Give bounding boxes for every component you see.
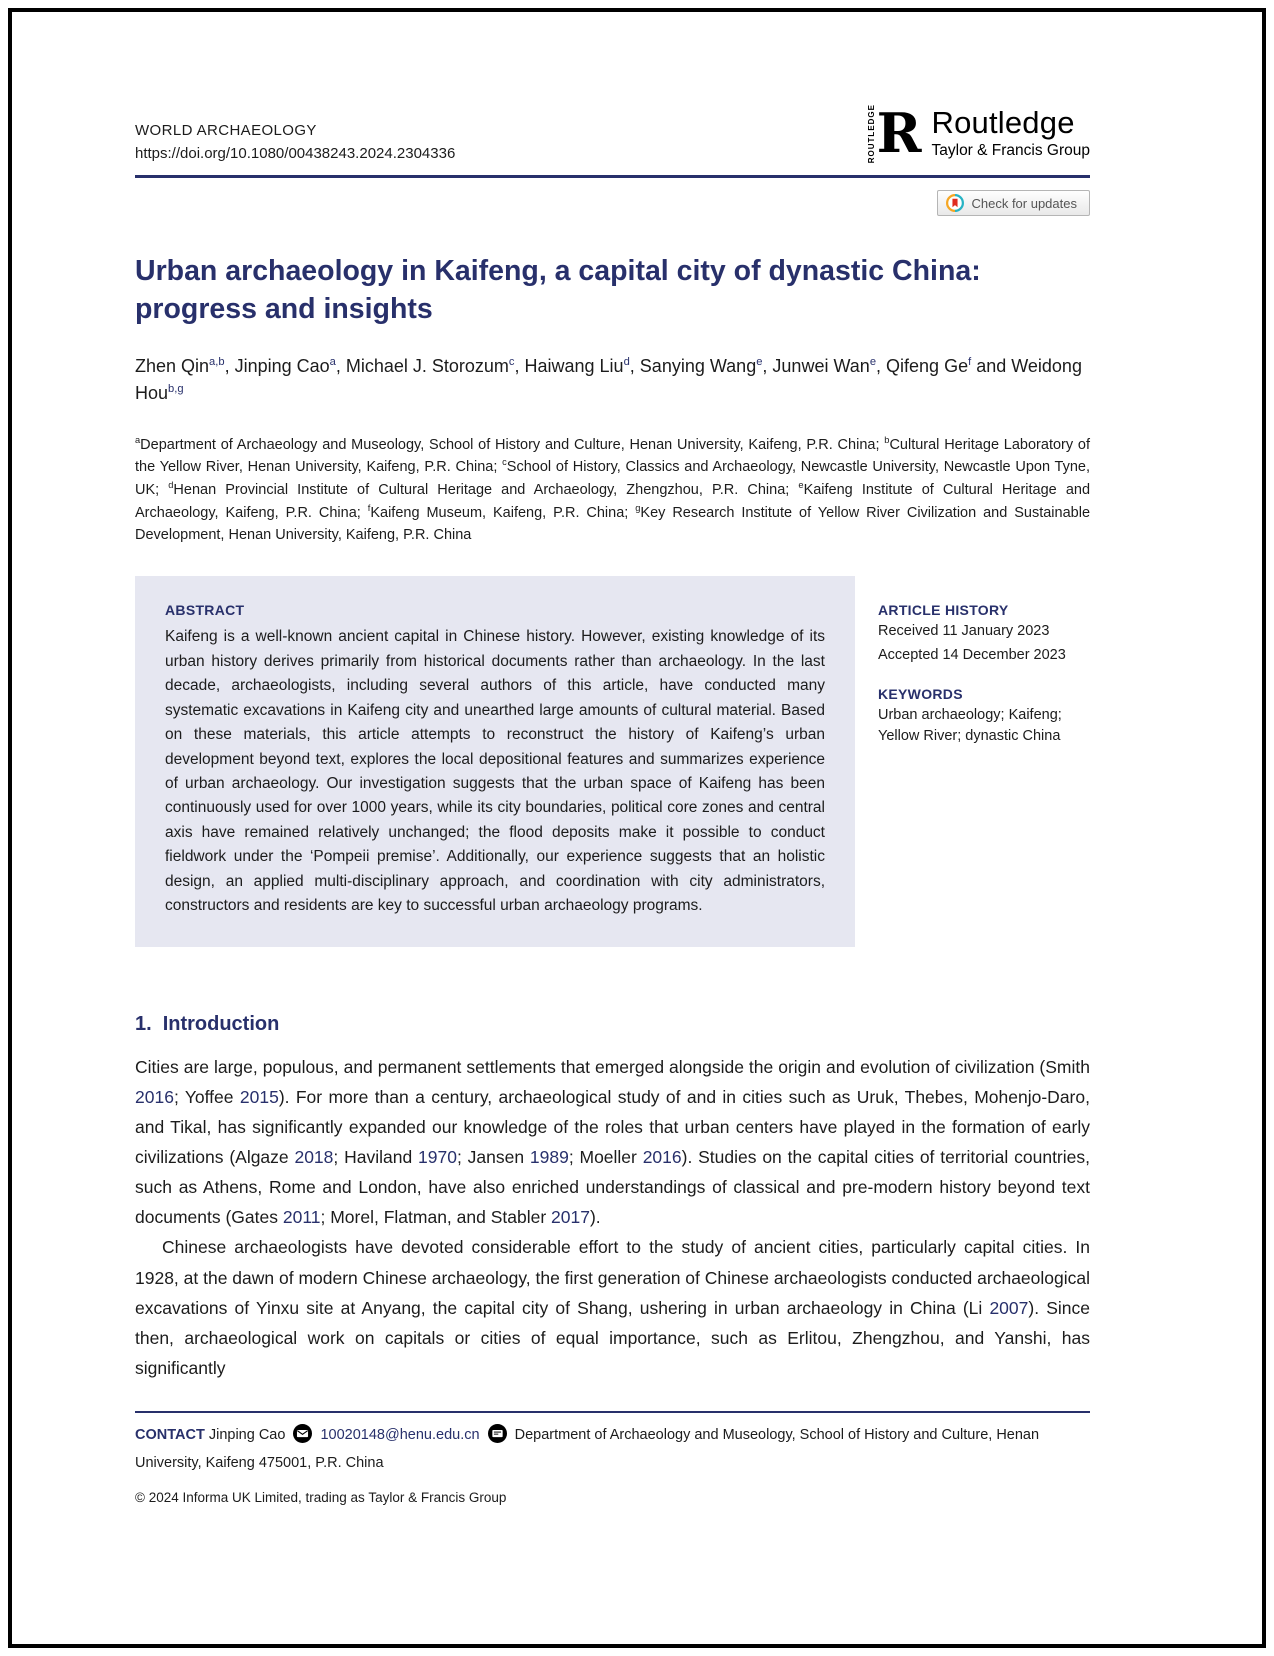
routledge-logo-icon [866,100,922,165]
check-for-updates-button[interactable] [937,190,1090,216]
citation-link[interactable]: 2017 [551,1207,590,1228]
superscript-note: f [968,355,972,368]
superscript-note: g [635,503,641,514]
address-card-icon [488,1424,507,1451]
contact-email-link[interactable]: 10020148@henu.edu.cn [320,1427,480,1444]
affiliations: $^a$Department of Archaeology and Museology, School of History and Culture, Henan University, Kaifeng, P.R. China; $^b$Cultural Heritage Laboratory of the Yellow River, Henan University, Kaifeng, P.R. China; $^c$School of History, Classics and Archaeology, Newcastle University, Newcastle Upon Tyne, UK; $^d$Henan Provincial Institute of Cultural Heritage and Archaeology, Zhengzhou, P.R. China; $^e$Kaifeng Institute of Cultural Heritage and Archaeology, Kaifeng, P.R. China; $^f$Kaifeng Museum, Kaifeng, P.R. China; $^g$Key Research Institute of Yellow River Civilization and Sustainable Development, Henan University, Kaifeng, P.R. China [135,434,1091,544]
doi-link[interactable]: https://doi.org/10.1080/00438243.2024.2304336 [135,145,456,163]
intro-paragraph-2: Chinese archaeologists have devoted considerable effort to the study of ancient cities, particularly capital cities. In 1928, at the dawn of modern Chinese archaeology, the first generation of Chinese archaeologists conducted archaeological excavations of Yinxu site at Anyang, the capital city of Shang, ushering in urban archaeology in China (Li 2007). Since then, archaeological work on capitals or cities of equal importance, such as Erlitou, Zhengzhou, and Yanshi, has significantly [135,1237,1091,1378]
superscript-note: d [623,355,630,368]
superscript-note: d [168,480,174,491]
superscript-note: a [135,434,141,445]
article-title: Urban archaeology in Kaifeng, a capital city of dynastic China: progress and insights [135,255,981,326]
abstract-box [135,576,855,947]
copyright-line: © 2024 Informa UK Limited, trading as Taylor & Francis Group [135,1489,507,1505]
citation-link[interactable]: 1970 [418,1147,457,1168]
article-history-heading: ARTICLE HISTORY [878,602,1009,619]
article-history [878,602,1090,666]
publisher-tagline: Taylor & Francis Group [931,141,1090,159]
citation-link[interactable]: 1989 [529,1147,569,1168]
superscript-note: c [502,457,507,468]
keywords-list: Urban archaeology; Kaifeng; Yellow River; dynastic China [878,707,1062,745]
contact-address: Department of Archaeology and Museology, School of History and Culture, Henan University, Kaifeng 475001, P.R. China [135,1427,1040,1471]
contact-line [135,1424,1090,1474]
section-heading-introduction: 1. Introduction [135,1012,280,1035]
citation-link[interactable]: 2015 [239,1086,279,1107]
publisher-wordmark [932,107,1091,160]
routledge-vertical-wordmark: ROUTLEDGE [866,104,876,164]
publisher-name: Routledge [931,105,1075,141]
routledge-logo [866,100,1090,165]
superscript-note: e [756,355,763,368]
journal-name: WORLD ARCHAEOLOGY [135,122,317,140]
journal-info [135,122,455,163]
abstract-heading: ABSTRACT [165,602,245,619]
footer-divider [135,1411,1090,1414]
citation-link[interactable]: 2016 [135,1086,174,1107]
header-divider [135,175,1090,178]
superscript-note: b,g [168,382,184,395]
citation-link[interactable]: 2016 [642,1147,682,1168]
citation-link[interactable]: 2007 [989,1297,1029,1318]
keywords-heading: KEYWORDS [878,686,963,703]
page-header [135,100,1090,165]
mail-icon [293,1424,312,1451]
contact-name: Jinping Cao [208,1427,286,1444]
superscript-note: a,b [209,355,225,368]
superscript-note: c [508,355,515,368]
superscript-note: b [884,434,890,445]
abstract-text: Kaifeng is a well-known ancient capital in Chinese history. However, existing knowledge of its urban history derives primarily from historical documents rather than archaeology. In the last decade, archaeologists, including several authors of this article, have conducted many systematic excavations in Kaifeng city and unearthed large amounts of cultural material. Based on these materials, this article attempts to reconstruct the history of Kaifeng’s urban development beyond text, explores the local depositional features and summarizes experience of urban archaeology. Our investigation suggests that the urban space of Kaifeng has been continuously used for over 1000 years, while its city boundaries, political core zones and central axis have remained relatively unchanged; the flood deposits make it possible to conduct fieldwork under the ‘Pompeii premise’. Additionally, our experience suggests that an holistic design, an applied multi-disciplinary approach, and coordination with city administrators, constructors and residents are key to successful urban archaeology programs. [165,628,825,915]
superscript-note: a [329,355,336,368]
contact-label: CONTACT [135,1427,205,1444]
article-meta-sidebar [855,576,1090,747]
accepted-date: Accepted 14 December 2023 [878,647,1066,664]
check-for-updates-label: Check for updates [971,195,1077,211]
superscript-note: f [367,503,371,514]
superscript-note: e [869,355,877,368]
superscript-note: e [798,480,804,491]
citation-link[interactable]: 2011 [282,1207,321,1228]
received-date: Received 11 January 2023 [878,623,1050,640]
intro-paragraph-1: Cities are large, populous, and permanent settlements that emerged alongside the origin and evolution of civilization (Smith 2016; Yoffee 2015). For more than a century, archaeological study of and in cities such as Uruk, Thebes, Mohenjo-Daro, and Tikal, has significantly expanded our knowledge of the roles that urban centers have played in the formation of early civilizations (Algaze 2018; Haviland 1970; Jansen 1989; Moeller 2016). Studies on the capital cities of territorial countries, such as Athens, Rome and London, have also enriched understandings of classical and pre-modern history beyond text documents (Gates 2011; Morel, Flatman, and Stabler 2017). [135,1056,1090,1228]
keywords-block [878,686,1090,747]
routledge-r-mark: R [876,100,922,165]
author-list: Zhen Qin$^{a,b}$, Jinping Cao$^a$, Michael J. Storozum$^c$, Haiwang Liu$^d$, Sanying Wang$^e$, Junwei Wan$^e$, Qifeng Ge$^f$ and Weidong Hou$^{b,g}$ [135,355,1082,403]
crossmark-icon [946,194,964,212]
citation-link[interactable]: 2018 [294,1147,334,1168]
